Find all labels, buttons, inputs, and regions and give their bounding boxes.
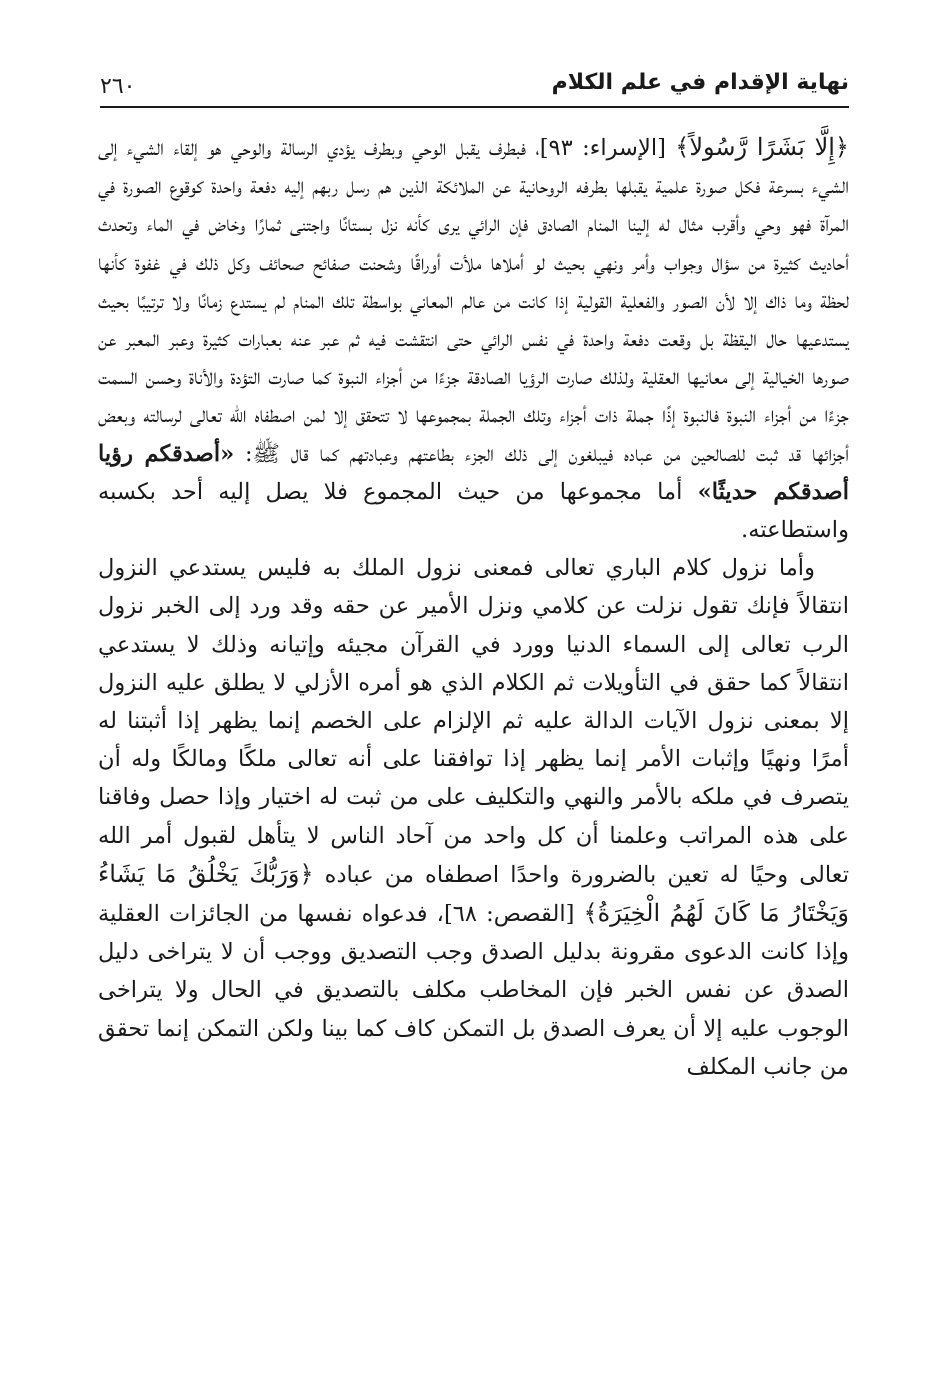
quran-verse-qasas: ﴿وَرَبُّكَ يَخْلُقُ مَا يَشَاءُ وَيَخْتَارُ مَا كَانَ لَهُمُ الْخِيَرَةُ﴾	[98, 859, 850, 928]
page-number: ٢٦٠	[100, 74, 136, 99]
book-title: نهاية الإقدام في علم الكلام	[551, 70, 849, 95]
running-header	[100, 66, 849, 108]
paragraph-2	[98, 549, 849, 1086]
paragraph-1-text-b: أما مجموعها من حيث المجموع فلا يصل إليه أحد بكسبه واستطاعته.	[98, 478, 849, 544]
paragraph-2-text-b: [القصص: ٦٨]، فدعواه نفسها من الجائزات العقلية وإذا كانت الدعوى مقرونة بدليل الصدق وجب التصديق ووجب أن لا يتراخى دليل الصدق عن نفس الخبر فإن المخاطب مكلف بالتصديق في الحال ولا يتراخى الوجوب عليه إلا أن يعرف الصدق بل التمكن كاف كما بينا ولكن التمكن إنما تحقق من جانب المكلف	[98, 901, 849, 1080]
paragraph-1-text-a: [الإسراء: ٩٣]، فبطرف يقبل الوحي وبطرف يؤدي الرسالة والوحي هو إلقاء الشيء إلى الشيء بسرعة فكل صورة علمية يقبلها بطرفه الروحانية عن الملائكة الذين هم رسل ربهم إليه دفعة واحدة كوقوع الصورة في المرآة فهو وحي وأقرب مثال له إلينا المنام الصادق فإن الرائي يرى كأنه نزل بستانًا واجتنى ثمارًا وخاض في الماء وتحدث أحاديث كثيرة من سؤال وجواب وأمر ونهي بحيث لو أملاها ملأت أوراقًا وشحنت صفائح صحائف وكل ذلك في غفوة كأنها لحظة وما ذاك إلا لأن الصور والفعلية القولية إذا كانت من عالم المعاني بواسطة تلك المنام لم يستدع زمانًا ولا ترتيبًا بحيث يستدعيها حال اليقظة بل وقعت دفعة واحدة في نفس الرائي حتى انتقشت فيه ثم عبر عنه بعبارات كثيرة وعبر المعبر عن صورها الخيالية إلى معانيها العقلية ولذلك صارت الرؤيا الصادقة جزءًا من أجزاء النبوة كما صارت التؤدة والأناة وحسن السمت جزءًا من أجزاء النبوة فالنبوة إذًا جملة ذات أجزاء وتلك الجملة بمجموعها لا تتحقق إلا لمن اصطفاه الله تعالى لرسالته وبعض أجزائها قد ثبت للصالحين من عباده فيبلغون إلى ذلك الجزء بطاعتهم وعبادتهم كما قال ﷺ:	[98, 135, 849, 467]
hadith-quote: «أصدقكم رؤيا أصدقكم حديثًا»	[98, 440, 849, 505]
paragraph-2-text-a: وأما نزول كلام الباري تعالى فمعنى نزول الملك به فليس يستدعي النزول انتقالاً فإنك تقول نزلت عن كلامي ونزل الأمير عن حقه وقد ورد إلى الخبر نزول الرب تعالى إلى السماء الدنيا وورد في القرآن مجيئه وإتيانه وذلك لا يستدعي انتقالاً كما حقق في التأويلات ثم الكلام الذي هو أمره الأزلي لا يطلق عليه النزول إلا بمعنى نزول الآيات الدالة عليه ثم الإلزام على الخصم إنما يظهر إذا أثبتنا له أمرًا ونهيًا وإثبات الأمر إنما يظهر إذا توافقنا على أنه تعالى ملكًا ومالكًا وله أن يتصرف في ملكه بالأمر والنهي والتكليف على من ثبت له اختيار وإذا حصل وفاقنا على هذه المراتب وعلمنا أن كل واحد من آحاد الناس لا يتأهل لقبول أمر الله تعالى وحيًا له تعين بالضرورة واحدًا اصطفاه من عباده	[98, 555, 849, 888]
paragraph-1	[98, 128, 849, 549]
quran-verse-isra: ﴿إِلَّا بَشَرًا رَّسُولاً﴾	[675, 133, 849, 161]
page-body	[98, 128, 849, 1086]
